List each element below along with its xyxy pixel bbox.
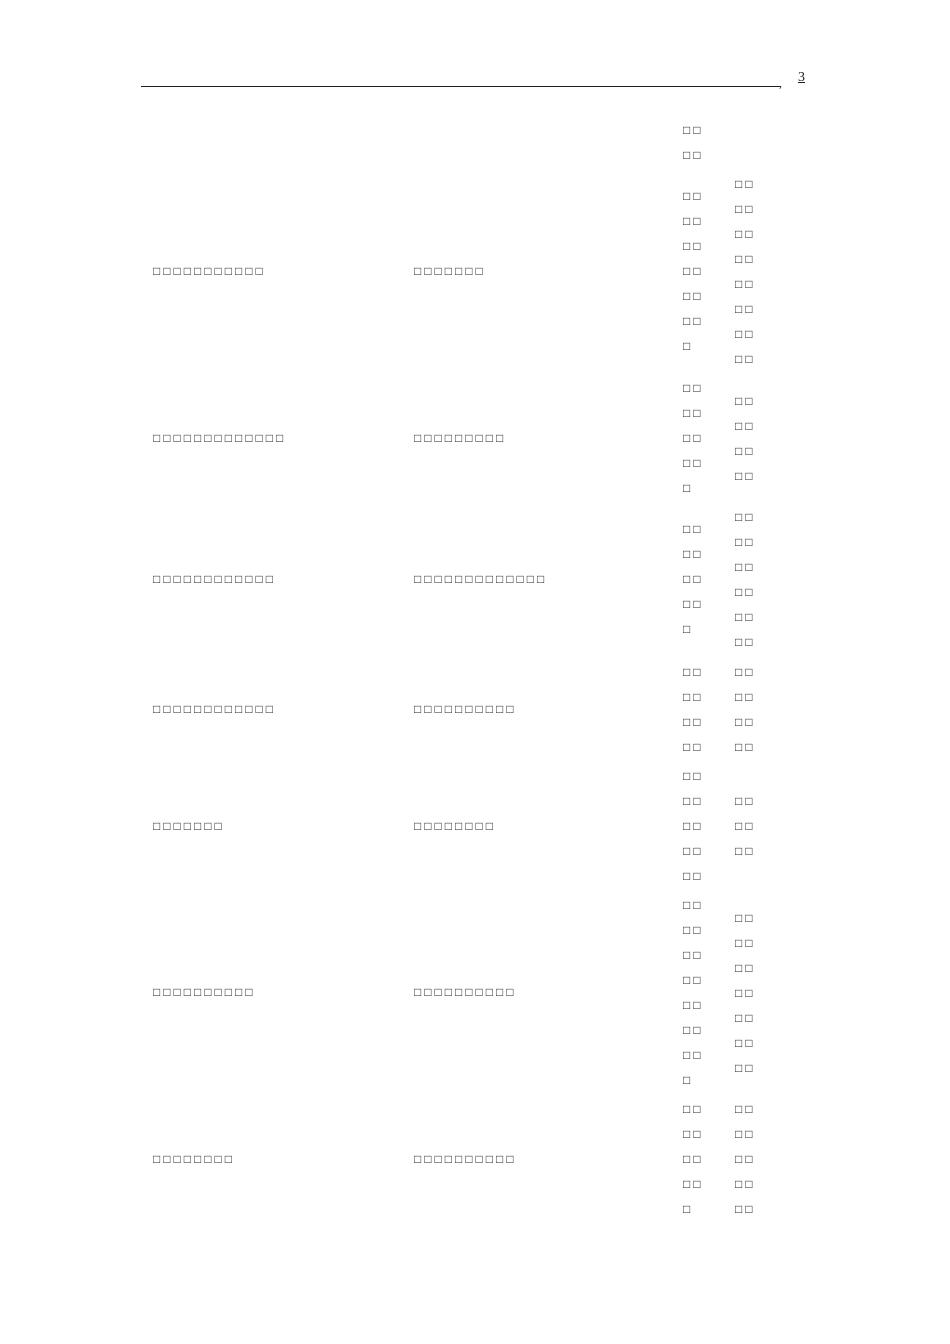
page-number: 3 xyxy=(798,70,805,85)
row-detail: □□□□□□□□□ xyxy=(414,431,507,445)
row-name: □□□□□□□□□□□□ xyxy=(153,702,276,716)
row-col3: □□ □□ □□ □□ □□ □□ □□ □ xyxy=(683,898,704,1087)
row-col4: □□ □□ □□ □□ □□ □□ □□ □□ xyxy=(735,177,756,366)
row-col4: □□ □□ □□ □□ xyxy=(735,394,756,483)
row-detail: □□□□□□□□ xyxy=(414,819,496,833)
row-name: □□□□□□□□□□□□□ xyxy=(153,431,287,445)
row-col3: □□ □□ □□ □□ □ xyxy=(683,522,704,636)
row-col4: □□ □□ □□ □□ □□ xyxy=(735,1102,756,1216)
row-name: □□□□□□□□ xyxy=(153,1152,235,1166)
row-col4: □□ □□ □□ □□ □□ □□ □□ xyxy=(735,911,756,1075)
header-mark: , xyxy=(779,76,782,90)
row-col3: □□ □□ □□ □□ □ xyxy=(683,381,704,495)
row-col4: □□ □□ □□ □□ xyxy=(735,665,756,754)
row-name: □□□□□□□□□□□□ xyxy=(153,572,276,586)
row-col3: □□ □□ □□ □□ □ xyxy=(683,1102,704,1216)
header-rule xyxy=(141,86,781,87)
top-fragment-col3: □□ □□ xyxy=(683,123,704,162)
row-detail: □□□□□□□□□□□□□ xyxy=(414,572,548,586)
row-col3: □□ □□ □□ □□ xyxy=(683,665,704,754)
row-col4: □□ □□ □□ □□ □□ □□ xyxy=(735,510,756,649)
row-name: □□□□□□□ xyxy=(153,819,225,833)
row-col3: □□ □□ □□ □□ □□ □□ □ xyxy=(683,189,704,353)
row-detail: □□□□□□□□□□ xyxy=(414,1152,517,1166)
row-name: □□□□□□□□□□ xyxy=(153,985,256,999)
row-detail: □□□□□□□ xyxy=(414,264,486,278)
row-name: □□□□□□□□□□□ xyxy=(153,264,266,278)
row-detail: □□□□□□□□□□ xyxy=(414,985,517,999)
row-col3: □□ □□ □□ □□ □□ xyxy=(683,769,704,883)
row-col4: □□ □□ □□ xyxy=(735,794,756,858)
row-detail: □□□□□□□□□□ xyxy=(414,702,517,716)
